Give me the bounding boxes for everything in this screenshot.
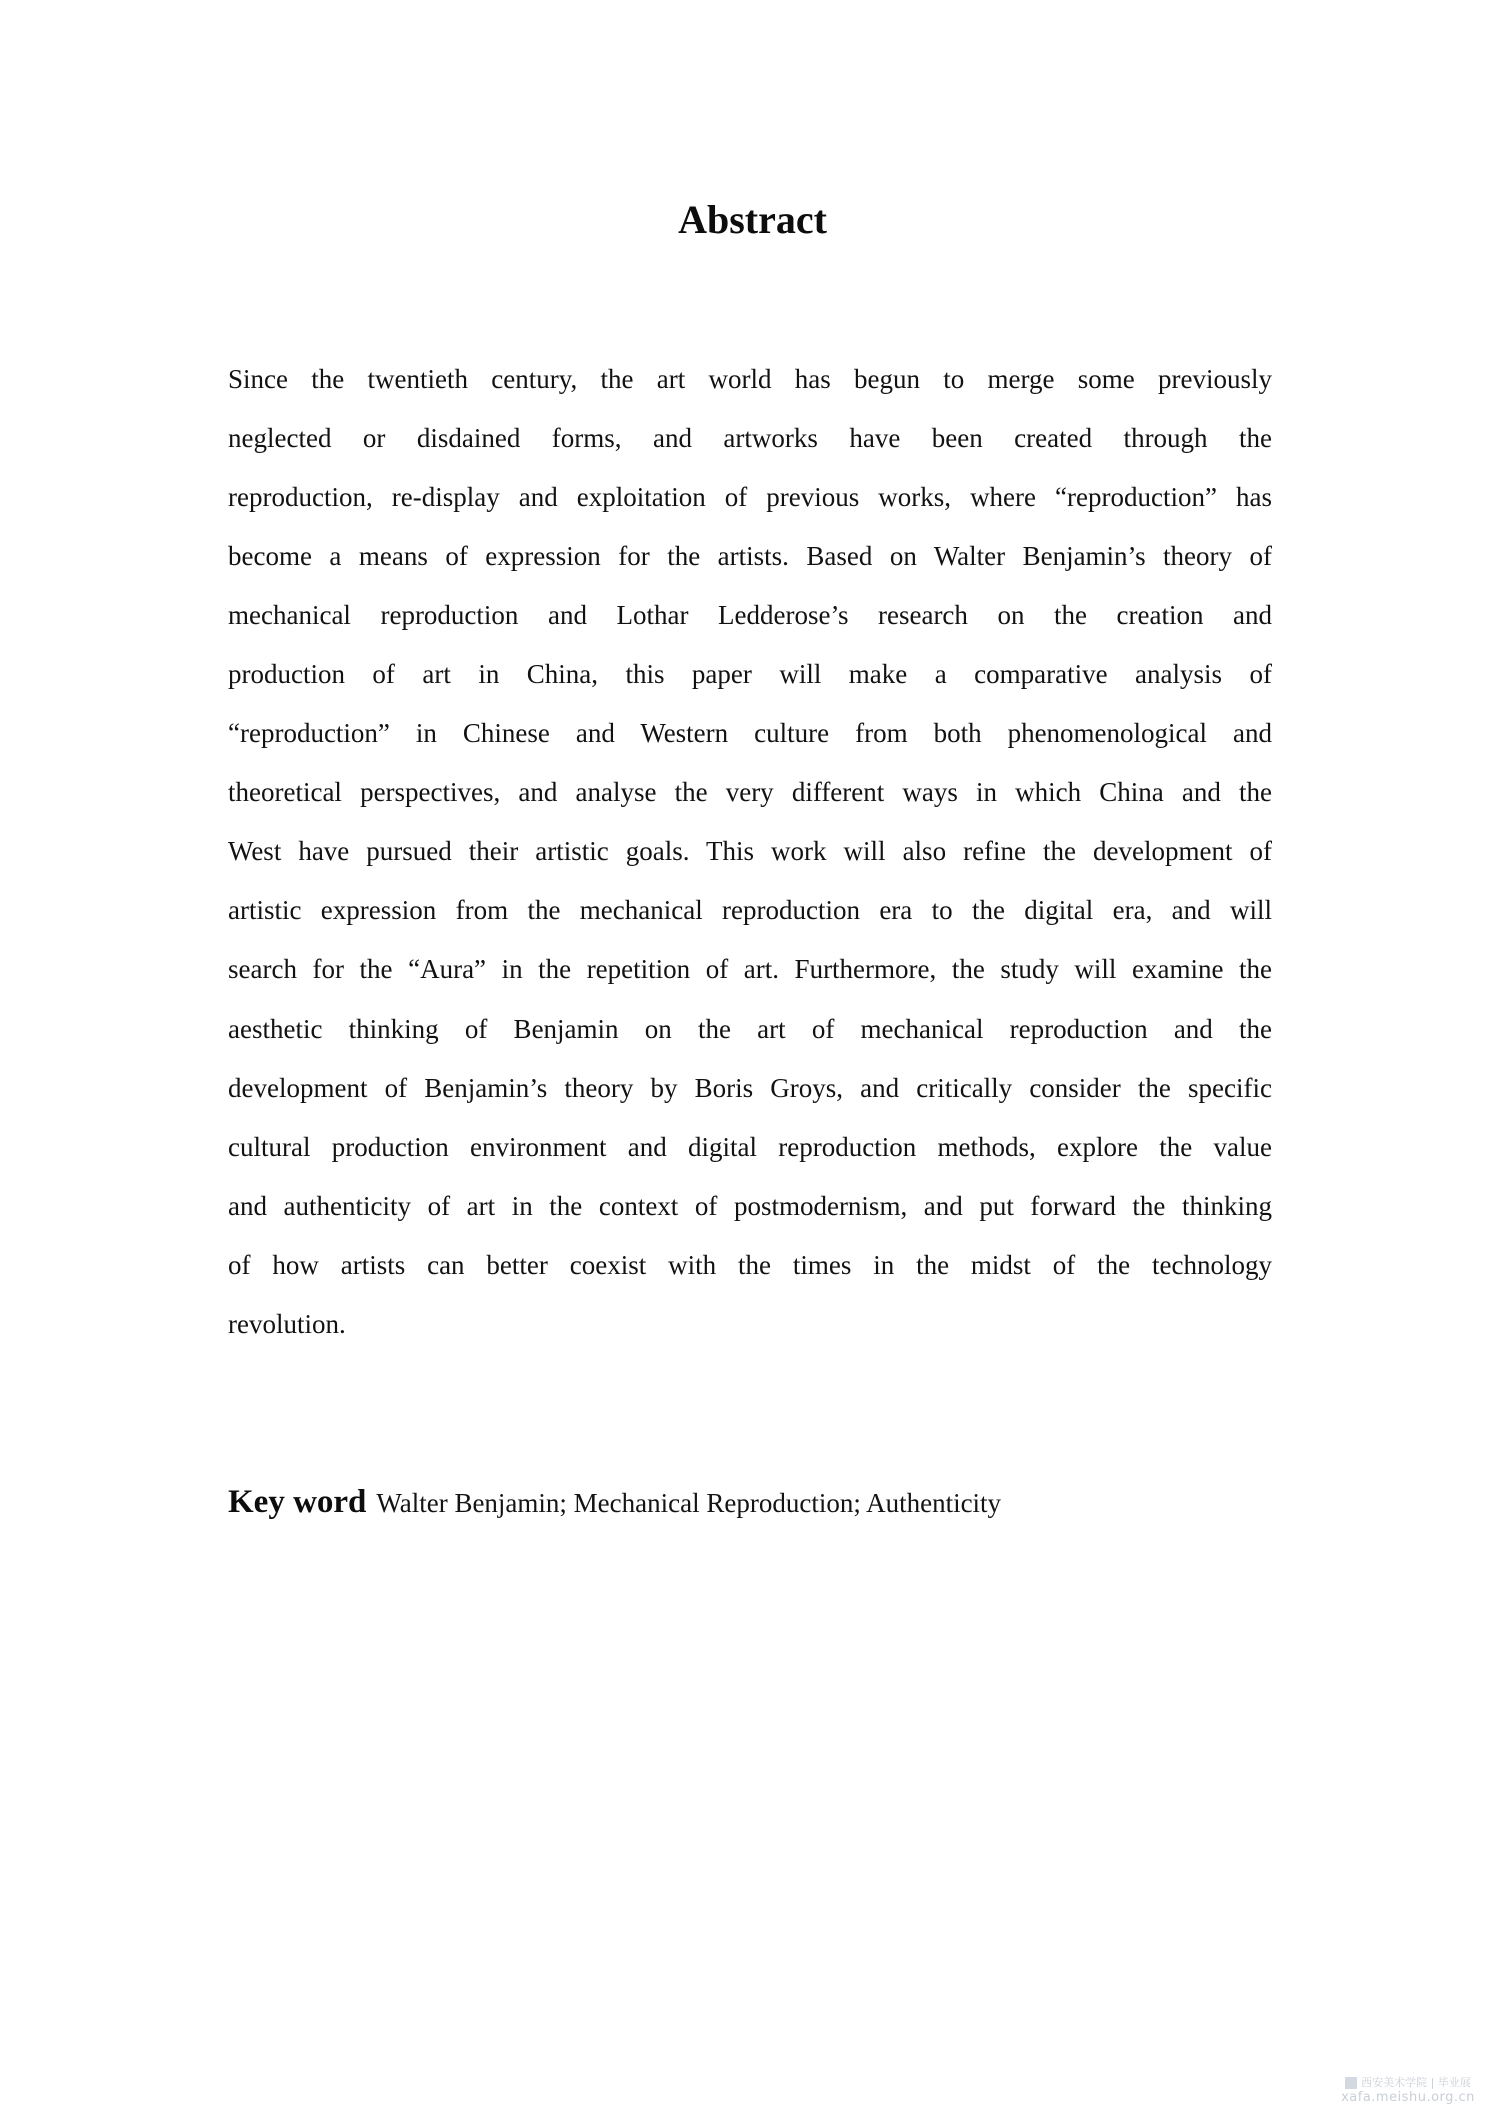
abstract-line: Since the twentieth century, the art world has begun to merge some previously — [228, 364, 1272, 394]
abstract-line: of how artists can better coexist with the times in the midst of the technology — [228, 1249, 1272, 1280]
abstract-paragraph — [228, 350, 1272, 1354]
watermark — [1318, 2076, 1498, 2106]
keywords-values: Walter Benjamin; Mechanical Reproduction; Authenticity — [376, 1488, 1002, 1518]
abstract-line: reproduction, re-display and exploitation of previous works, where “reproduction” has — [228, 482, 1272, 513]
abstract-line: become a means of expression for the artists. Based on Walter Benjamin’s theory of — [228, 541, 1272, 572]
abstract-line: and authenticity of art in the context of postmodernism, and put forward the thinking — [228, 1190, 1272, 1221]
keywords-section — [228, 1484, 1001, 1526]
watermark-url: xafa.meishu.org.cn — [1341, 2090, 1475, 2105]
abstract-line: search for the “Aura” in the repetition of art. Furthermore, the study will examine the — [228, 954, 1272, 985]
watermark-header — [1318, 2076, 1498, 2090]
abstract-line: mechanical reproduction and Lothar Ledderose’s research on the creation and — [228, 600, 1272, 631]
abstract-line: development of Benjamin’s theory by Boris Groys, and critically consider the specific — [228, 1072, 1272, 1103]
watermark-name: 西安美术学院 | 毕业展 — [1361, 2076, 1471, 2089]
institution-logo-icon — [1345, 2077, 1357, 2089]
abstract-line: West have pursued their artistic goals. This work will also refine the development of — [228, 836, 1272, 867]
abstract-line: aesthetic thinking of Benjamin on the art of mechanical reproduction and the — [228, 1013, 1272, 1044]
abstract-line: artistic expression from the mechanical reproduction era to the digital era, and will — [228, 895, 1272, 926]
abstract-line: “reproduction” in Chinese and Western culture from both phenomenological and — [228, 718, 1272, 749]
abstract-line: production of art in China, this paper will make a comparative analysis of — [228, 659, 1272, 690]
keywords-label: Key word — [228, 1484, 367, 1520]
abstract-line: revolution. — [228, 1308, 346, 1339]
page-title: Abstract — [678, 197, 827, 242]
abstract-line: cultural production environment and digital reproduction methods, explore the value — [228, 1131, 1272, 1162]
abstract-line: neglected or disdained forms, and artworks have been created through the — [228, 423, 1272, 454]
abstract-line: theoretical perspectives, and analyse the very different ways in which China and the — [228, 777, 1272, 808]
